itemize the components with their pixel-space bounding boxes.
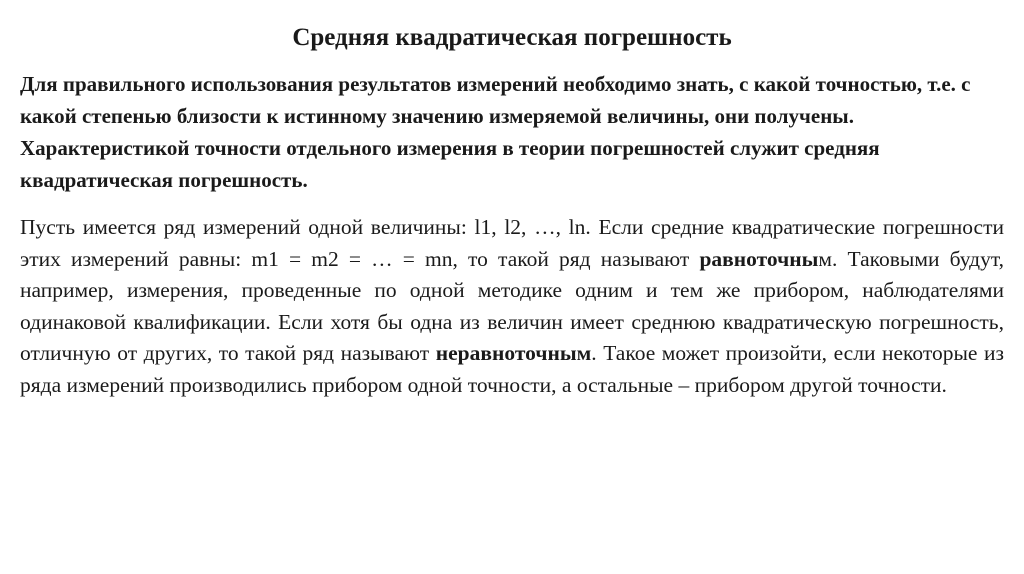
term-equal-accuracy: равноточны [699,246,819,271]
slide-title: Средняя квадратическая погрешность [292,24,732,51]
body-text-part3: . Такое может произойти, если некоторые из ряда измерений производились прибором одной точности, а остальные – прибором другой точности. [20,341,1004,397]
term-unequal-accuracy: неравноточным [435,341,592,365]
intro-paragraph: Для правильного использования результатов измерений необходимо знать, с какой точностью, т.е. с какой степенью близости к истинному значению измеряемой величины, они получены. Характеристикой точности отдельного измерения в теории погрешностей служит средняя квадратическая погрешность. [20,72,971,192]
body-text-part2: м. Таковыми будут, например, измерения, проведенные по одной методике одним и тем же прибором, наблюдателями одинаковой квалификации. Если хотя бы одна из величин имеет среднюю квадратическую погрешность, отличную от других, то такой ряд называют [20,246,1004,365]
body-paragraph [20,212,1004,401]
body-text-part1: Пусть имеется ряд измерений одной величины: l1, l2, …, ln. Если средние квадратические погрешности этих измерений равны: m1 = m2 = … = mn, то такой ряд называют [20,215,1004,271]
